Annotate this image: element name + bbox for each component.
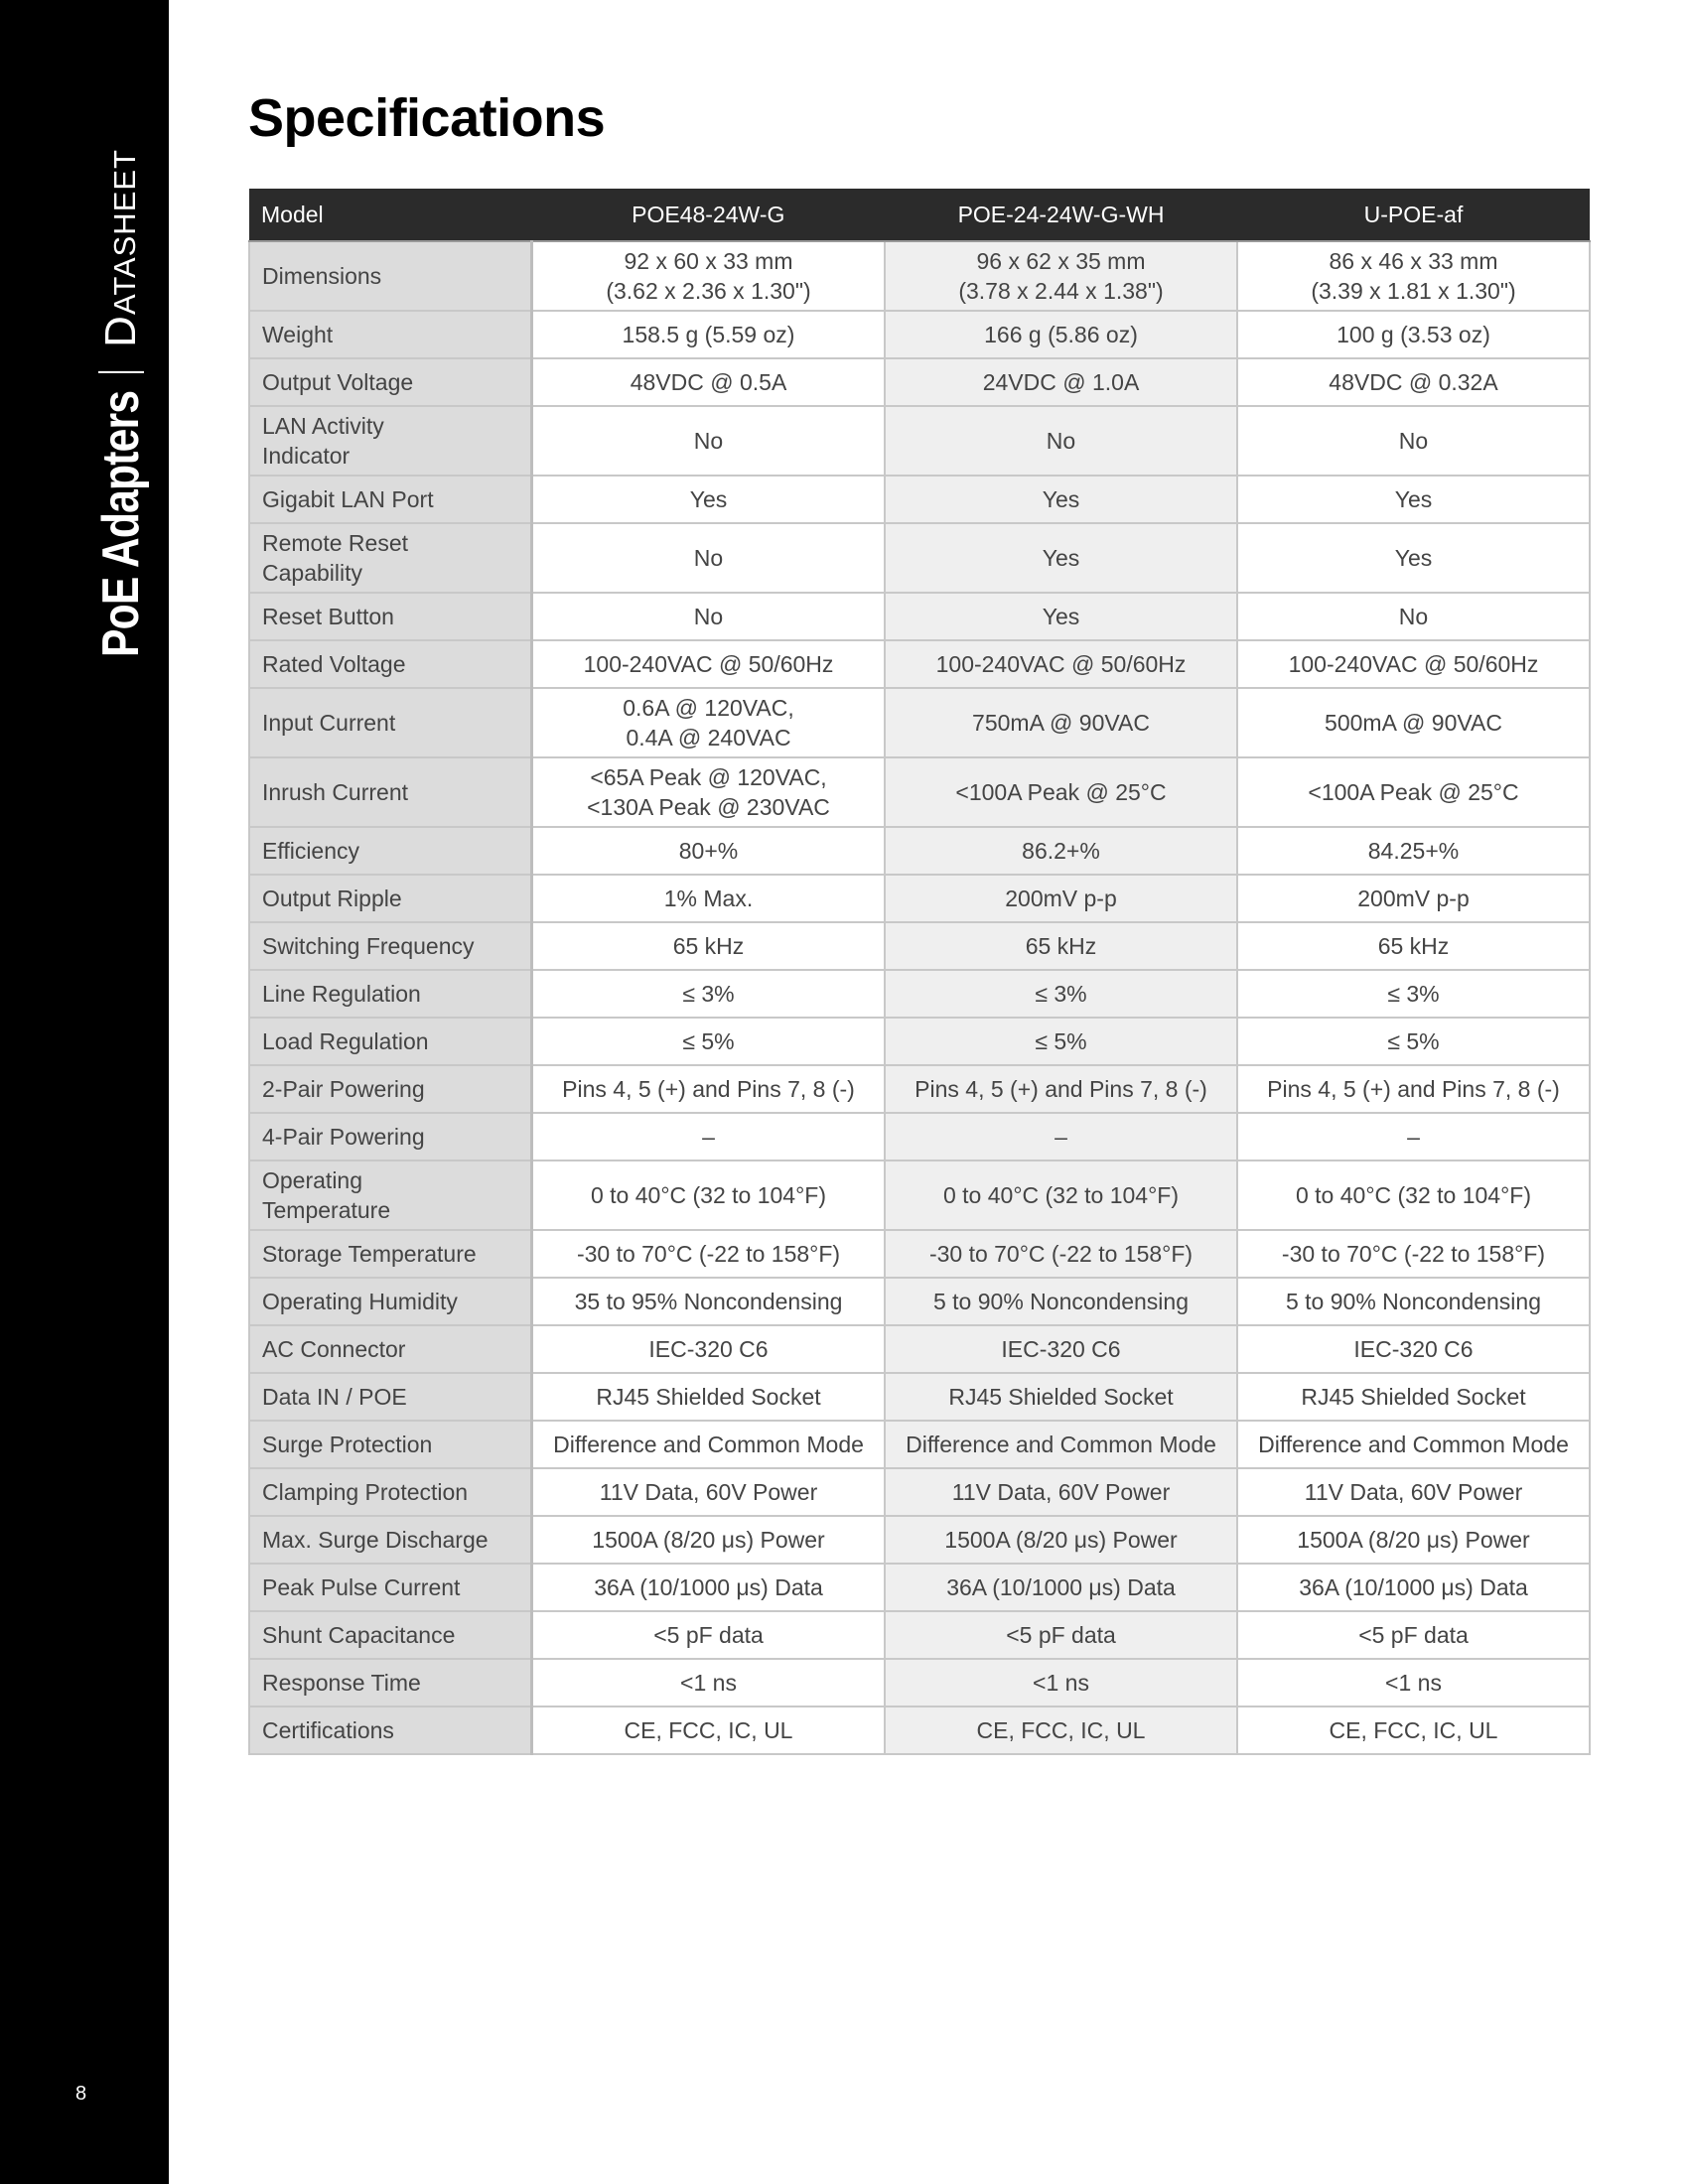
cell-value: Yes xyxy=(885,523,1237,593)
cell-value: ≤ 3% xyxy=(1237,970,1590,1018)
row-label: Operating Temperature xyxy=(249,1160,532,1230)
row-label: Max. Surge Discharge xyxy=(249,1516,532,1564)
row-label: Rated Voltage xyxy=(249,640,532,688)
cell-value: 65 kHz xyxy=(532,922,886,970)
cell-value: 5 to 90% Noncondensing xyxy=(1237,1278,1590,1325)
table-row xyxy=(249,1325,1590,1373)
table-row xyxy=(249,922,1590,970)
row-label: Data IN / POE xyxy=(249,1373,532,1421)
table-row xyxy=(249,970,1590,1018)
row-label: Remote Reset Capability xyxy=(249,523,532,593)
cell-value: – xyxy=(532,1113,886,1160)
specifications-table xyxy=(248,189,1591,1755)
cell-value: 36A (10/1000 μs) Data xyxy=(1237,1564,1590,1611)
cell-value: <5 pF data xyxy=(885,1611,1237,1659)
cell-value: RJ45 Shielded Socket xyxy=(1237,1373,1590,1421)
document-type: Datasheet xyxy=(96,149,145,347)
cell-value: Difference and Common Mode xyxy=(885,1421,1237,1468)
cell-value: No xyxy=(885,406,1237,476)
cell-value: No xyxy=(532,523,886,593)
table-row xyxy=(249,1468,1590,1516)
cell-value: -30 to 70°C (-22 to 158°F) xyxy=(885,1230,1237,1278)
table-row xyxy=(249,1659,1590,1706)
row-label: Certifications xyxy=(249,1706,532,1754)
cell-value: No xyxy=(1237,406,1590,476)
cell-value: ≤ 5% xyxy=(885,1018,1237,1065)
row-label: LAN Activity Indicator xyxy=(249,406,532,476)
cell-value: -30 to 70°C (-22 to 158°F) xyxy=(1237,1230,1590,1278)
row-label: Weight xyxy=(249,311,532,358)
row-label: Clamping Protection xyxy=(249,1468,532,1516)
cell-value: <1 ns xyxy=(1237,1659,1590,1706)
table-row xyxy=(249,688,1590,757)
cell-value: ≤ 3% xyxy=(885,970,1237,1018)
row-label: Surge Protection xyxy=(249,1421,532,1468)
cell-value: 86 x 46 x 33 mm (3.39 x 1.81 x 1.30") xyxy=(1237,241,1590,311)
cell-value: <5 pF data xyxy=(1237,1611,1590,1659)
table-row xyxy=(249,311,1590,358)
page-number: 8 xyxy=(75,2083,87,2105)
row-label: Inrush Current xyxy=(249,757,532,827)
cell-value: Difference and Common Mode xyxy=(532,1421,886,1468)
row-label: Load Regulation xyxy=(249,1018,532,1065)
cell-value: IEC-320 C6 xyxy=(1237,1325,1590,1373)
cell-value: Yes xyxy=(532,476,886,523)
cell-value: 0 to 40°C (32 to 104°F) xyxy=(1237,1160,1590,1230)
table-row xyxy=(249,1564,1590,1611)
cell-value: <5 pF data xyxy=(532,1611,886,1659)
cell-value: No xyxy=(1237,593,1590,640)
cell-value: 11V Data, 60V Power xyxy=(885,1468,1237,1516)
cell-value: RJ45 Shielded Socket xyxy=(532,1373,886,1421)
table-row xyxy=(249,1065,1590,1113)
cell-value: Pins 4, 5 (+) and Pins 7, 8 (-) xyxy=(885,1065,1237,1113)
row-label: Output Ripple xyxy=(249,875,532,922)
cell-value: Yes xyxy=(885,476,1237,523)
cell-value: Yes xyxy=(1237,476,1590,523)
cell-value: 11V Data, 60V Power xyxy=(532,1468,886,1516)
row-label: Shunt Capacitance xyxy=(249,1611,532,1659)
cell-value: 500mA @ 90VAC xyxy=(1237,688,1590,757)
cell-value: ≤ 3% xyxy=(532,970,886,1018)
cell-value: CE, FCC, IC, UL xyxy=(885,1706,1237,1754)
cell-value: – xyxy=(885,1113,1237,1160)
cell-value: RJ45 Shielded Socket xyxy=(885,1373,1237,1421)
cell-value: Pins 4, 5 (+) and Pins 7, 8 (-) xyxy=(532,1065,886,1113)
table-row xyxy=(249,1230,1590,1278)
cell-value: ≤ 5% xyxy=(532,1018,886,1065)
cell-value: 84.25+% xyxy=(1237,827,1590,875)
cell-value: <1 ns xyxy=(532,1659,886,1706)
header-model: Model xyxy=(249,189,532,241)
row-label: Input Current xyxy=(249,688,532,757)
header-poe48-24w-g: POE48-24W-G xyxy=(532,189,886,241)
cell-value: 166 g (5.86 oz) xyxy=(885,311,1237,358)
table-row xyxy=(249,406,1590,476)
cell-value: 0 to 40°C (32 to 104°F) xyxy=(885,1160,1237,1230)
cell-value: 100-240VAC @ 50/60Hz xyxy=(532,640,886,688)
cell-value: 100-240VAC @ 50/60Hz xyxy=(1237,640,1590,688)
row-label: Reset Button xyxy=(249,593,532,640)
page-title: Specifications xyxy=(248,88,606,148)
vertical-title xyxy=(91,149,151,716)
cell-value: 1500A (8/20 μs) Power xyxy=(1237,1516,1590,1564)
cell-value: 0.6A @ 120VAC, 0.4A @ 240VAC xyxy=(532,688,886,757)
table-row xyxy=(249,1706,1590,1754)
table-row xyxy=(249,358,1590,406)
cell-value: 92 x 60 x 33 mm (3.62 x 2.36 x 1.30") xyxy=(532,241,886,311)
cell-value: 65 kHz xyxy=(885,922,1237,970)
table-row xyxy=(249,593,1590,640)
row-label: Dimensions xyxy=(249,241,532,311)
cell-value: 65 kHz xyxy=(1237,922,1590,970)
table-row xyxy=(249,1373,1590,1421)
header-poe-24-24w-g-wh: POE-24-24W-G-WH xyxy=(885,189,1237,241)
cell-value: Pins 4, 5 (+) and Pins 7, 8 (-) xyxy=(1237,1065,1590,1113)
row-label: Output Voltage xyxy=(249,358,532,406)
cell-value: 48VDC @ 0.5A xyxy=(532,358,886,406)
table-row xyxy=(249,1421,1590,1468)
cell-value: Difference and Common Mode xyxy=(1237,1421,1590,1468)
cell-value: 96 x 62 x 35 mm (3.78 x 2.44 x 1.38") xyxy=(885,241,1237,311)
table-row xyxy=(249,523,1590,593)
cell-value: <100A Peak @ 25°C xyxy=(885,757,1237,827)
table-row xyxy=(249,1278,1590,1325)
cell-value: CE, FCC, IC, UL xyxy=(532,1706,886,1754)
cell-value: <100A Peak @ 25°C xyxy=(1237,757,1590,827)
row-label: Storage Temperature xyxy=(249,1230,532,1278)
table-row xyxy=(249,827,1590,875)
table-row xyxy=(249,1516,1590,1564)
table-row xyxy=(249,757,1590,827)
table-body xyxy=(249,241,1590,1754)
cell-value: 100 g (3.53 oz) xyxy=(1237,311,1590,358)
table-header-row xyxy=(249,189,1590,241)
cell-value: ≤ 5% xyxy=(1237,1018,1590,1065)
cell-value: 750mA @ 90VAC xyxy=(885,688,1237,757)
cell-value: 24VDC @ 1.0A xyxy=(885,358,1237,406)
cell-value: – xyxy=(1237,1113,1590,1160)
cell-value: 200mV p-p xyxy=(1237,875,1590,922)
cell-value: Yes xyxy=(885,593,1237,640)
cell-value: 1500A (8/20 μs) Power xyxy=(885,1516,1237,1564)
sidebar xyxy=(0,0,169,2184)
title-divider xyxy=(98,371,144,373)
cell-value: 80+% xyxy=(532,827,886,875)
row-label: 4-Pair Powering xyxy=(249,1113,532,1160)
cell-value: CE, FCC, IC, UL xyxy=(1237,1706,1590,1754)
table-row xyxy=(249,640,1590,688)
table-row xyxy=(249,1160,1590,1230)
cell-value: 1500A (8/20 μs) Power xyxy=(532,1516,886,1564)
cell-value: <1 ns xyxy=(885,1659,1237,1706)
cell-value: 0 to 40°C (32 to 104°F) xyxy=(532,1160,886,1230)
header-u-poe-af: U-POE-af xyxy=(1237,189,1590,241)
table-row xyxy=(249,241,1590,311)
cell-value: Yes xyxy=(1237,523,1590,593)
cell-value: 35 to 95% Noncondensing xyxy=(532,1278,886,1325)
cell-value: IEC-320 C6 xyxy=(532,1325,886,1373)
cell-value: 48VDC @ 0.32A xyxy=(1237,358,1590,406)
row-label: Operating Humidity xyxy=(249,1278,532,1325)
cell-value: No xyxy=(532,406,886,476)
cell-value: 36A (10/1000 μs) Data xyxy=(532,1564,886,1611)
row-label: Efficiency xyxy=(249,827,532,875)
cell-value: IEC-320 C6 xyxy=(885,1325,1237,1373)
cell-value: 100-240VAC @ 50/60Hz xyxy=(885,640,1237,688)
table-row xyxy=(249,875,1590,922)
cell-value: 36A (10/1000 μs) Data xyxy=(885,1564,1237,1611)
cell-value: 1% Max. xyxy=(532,875,886,922)
row-label: Switching Frequency xyxy=(249,922,532,970)
row-label: AC Connector xyxy=(249,1325,532,1373)
product-name: PoE Adapters xyxy=(92,390,150,658)
cell-value: <65A Peak @ 120VAC, <130A Peak @ 230VAC xyxy=(532,757,886,827)
cell-value: 86.2+% xyxy=(885,827,1237,875)
cell-value: 11V Data, 60V Power xyxy=(1237,1468,1590,1516)
cell-value: 200mV p-p xyxy=(885,875,1237,922)
row-label: Response Time xyxy=(249,1659,532,1706)
row-label: Peak Pulse Current xyxy=(249,1564,532,1611)
cell-value: -30 to 70°C (-22 to 158°F) xyxy=(532,1230,886,1278)
row-label: Line Regulation xyxy=(249,970,532,1018)
row-label: Gigabit LAN Port xyxy=(249,476,532,523)
table-row xyxy=(249,1611,1590,1659)
table-row xyxy=(249,476,1590,523)
row-label: 2-Pair Powering xyxy=(249,1065,532,1113)
table-row xyxy=(249,1113,1590,1160)
cell-value: No xyxy=(532,593,886,640)
table-row xyxy=(249,1018,1590,1065)
cell-value: 158.5 g (5.59 oz) xyxy=(532,311,886,358)
cell-value: 5 to 90% Noncondensing xyxy=(885,1278,1237,1325)
